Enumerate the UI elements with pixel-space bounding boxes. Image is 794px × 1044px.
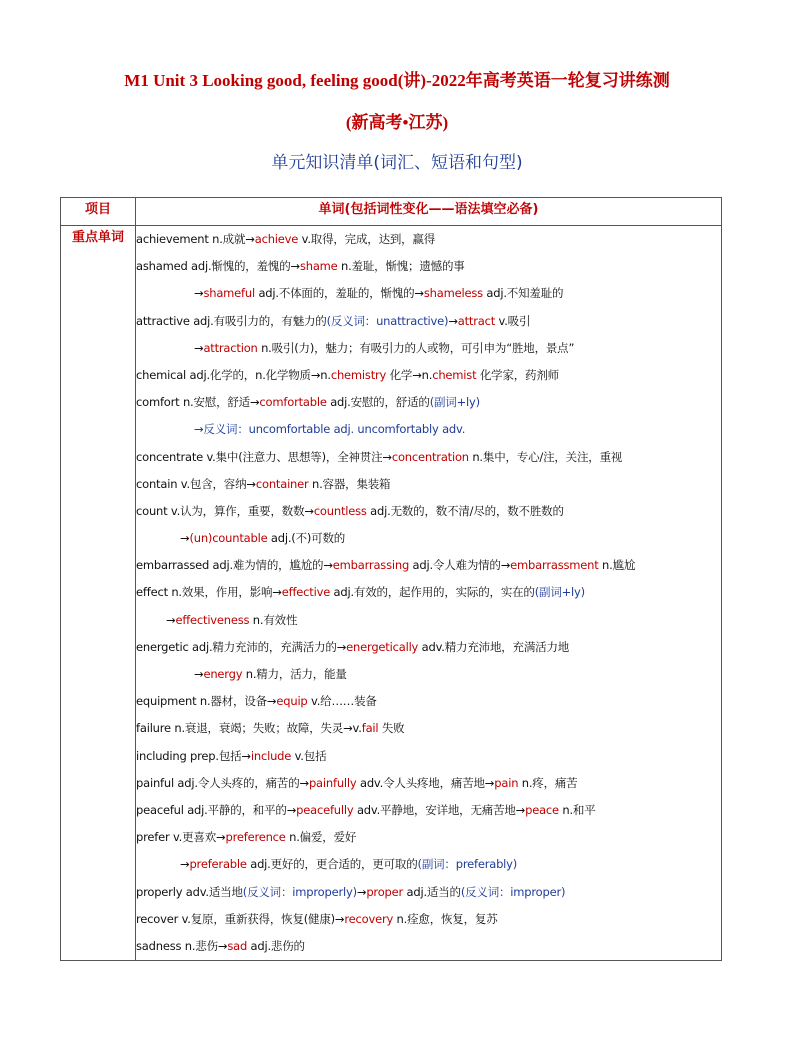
derived-word: pain	[494, 775, 519, 790]
entry-text: adj.(不)可数的	[267, 531, 346, 546]
entry-text: adj.悲伤的	[247, 938, 305, 953]
entry-text: v.包括	[291, 748, 327, 763]
derived-word: concentration	[391, 449, 469, 464]
vocab-entry	[136, 879, 721, 906]
note-text: (副词+ly)	[534, 585, 585, 600]
derived-word: (un)countable	[189, 531, 268, 546]
note-text: (反义词：improperly)	[242, 884, 357, 899]
entry-text: n.和平	[558, 802, 596, 817]
entry-text: adv.平静地，安详地，无痛苦地→	[353, 802, 526, 817]
vocab-entry	[136, 389, 721, 416]
entry-text: count v.认为，算作，重要，数数→	[136, 503, 314, 518]
entry-text: including prep.包括→	[136, 748, 251, 763]
entry-text: →	[180, 857, 190, 872]
vocab-entry	[136, 525, 721, 552]
entry-text: contain v.包含，容纳→	[136, 476, 256, 491]
entry-text: recover v.复原，重新获得，恢复(健康)→	[136, 911, 345, 926]
entry-text: v.给……装备	[307, 694, 377, 709]
vocab-entry	[136, 607, 721, 634]
derived-word: effective	[281, 585, 331, 600]
entry-text: painful adj.令人头疼的，痛苦的→	[136, 775, 309, 790]
derived-word: chemist	[432, 367, 477, 382]
entry-text: →	[180, 531, 190, 546]
derived-word: include	[250, 748, 292, 763]
vocab-entry	[136, 552, 721, 579]
note-text: (副词+ly)	[429, 395, 480, 410]
table-row	[61, 226, 722, 961]
entry-text: properly adv.适当地	[136, 884, 243, 899]
entry-text: n.疼，痛苦	[518, 775, 578, 790]
entry-text: attractive adj.有吸引力的，有魅力的	[136, 313, 327, 328]
entry-text: 化学家，药剂师	[476, 367, 559, 382]
section-subtitle: 单元知识清单(词汇、短语和句型)	[271, 153, 523, 173]
derived-word: recovery	[344, 911, 394, 926]
entry-text: n.尴尬	[598, 558, 636, 573]
vocab-entry	[136, 688, 721, 715]
table-header-row	[61, 198, 722, 226]
entry-text: concentrate v.集中(注意力、思想等)，全神贯注→	[136, 449, 392, 464]
entry-text: peaceful adj.平静的，和平的→	[136, 802, 297, 817]
derived-word: shameful	[203, 286, 255, 301]
entry-text: n.容器，集装箱	[308, 476, 391, 491]
entry-text: adj.适当的	[403, 884, 461, 899]
derived-word: container	[255, 476, 309, 491]
derived-word: embarrassing	[332, 558, 410, 573]
entry-text: adj.不知羞耻的	[482, 286, 564, 301]
vocab-entry	[136, 851, 721, 878]
entry-text: adj.更好的，更合适的，更可取的	[246, 857, 418, 872]
entry-text: n.精力，活力，能量	[242, 667, 347, 681]
vocab-entry	[136, 444, 721, 471]
derived-word: comfortable	[259, 395, 327, 410]
entry-text: n.偏爱，爱好	[285, 830, 357, 845]
vocab-entry	[136, 498, 721, 525]
entry-text: failure n.衰退，衰竭；失败；故障，失灵→v.	[136, 721, 362, 736]
derived-word: embarrassment	[510, 558, 599, 573]
entry-text: n.集中，专心/注，关注，重视	[468, 449, 623, 464]
entry-text: prefer v.更喜欢→	[136, 830, 226, 845]
entry-text: embarrassed adj.难为情的，尴尬的→	[136, 558, 333, 573]
entry-text: →	[194, 286, 204, 301]
note-text: (反义词：unattractive)	[326, 313, 449, 328]
derived-word: attract	[457, 313, 496, 328]
derived-word: shame	[299, 259, 338, 274]
entry-text: chemical adj.化学的，n.化学物质→n.	[136, 367, 331, 382]
derived-word: achieve	[254, 232, 299, 246]
entry-text: adv.精力充沛地，充满活力地	[418, 639, 570, 654]
vocab-entry	[136, 362, 721, 389]
derived-word: fail	[361, 721, 379, 736]
derived-word: chemistry	[330, 367, 387, 382]
category-cell: 重点单词	[61, 226, 136, 961]
entry-text: →	[194, 340, 204, 355]
derived-word: preference	[225, 830, 286, 845]
note-text: (副词：preferably)	[417, 857, 518, 872]
entry-text: equipment n.器材，设备→	[136, 694, 277, 709]
vocab-entry	[136, 416, 721, 443]
entry-text: sadness n.悲伤→	[136, 938, 228, 953]
vocab-entry	[136, 770, 721, 797]
vocab-entry	[136, 824, 721, 851]
vocab-entry	[136, 634, 721, 661]
document-title-region: (新高考•江苏)	[345, 113, 449, 132]
vocab-entry	[136, 933, 721, 960]
derived-word: painfully	[308, 775, 357, 790]
vocab-entry	[136, 579, 721, 606]
derived-word: equip	[276, 694, 308, 709]
words-cell	[136, 226, 722, 961]
derived-word: proper	[366, 884, 404, 899]
entry-text: n.痊愈，恢复，复苏	[393, 911, 498, 926]
derived-word: sad	[227, 938, 248, 953]
entry-text: →	[448, 313, 458, 328]
vocab-entry	[136, 743, 721, 770]
entry-text: 失败	[378, 721, 405, 736]
derived-word: countless	[313, 503, 367, 518]
vocabulary-table	[60, 197, 722, 961]
vocab-entry	[136, 797, 721, 824]
entry-text: energetic adj.精力充沛的，充满活力的→	[136, 639, 347, 654]
entry-text: n.有效性	[249, 612, 298, 627]
entry-text: ashamed adj.惭愧的，羞愧的→	[136, 259, 300, 274]
derived-word: peace	[525, 802, 559, 817]
entry-text: v.取得，完成，达到，赢得	[298, 232, 436, 246]
entry-text: adj.有效的，起作用的，实际的，实在的	[330, 585, 535, 600]
derived-word: energy	[203, 667, 243, 681]
entry-text: adj.无数的，数不清/尽的，数不胜数的	[366, 503, 564, 518]
entry-text: adj.安慰的，舒适的	[326, 395, 430, 410]
vocab-entry	[136, 280, 721, 307]
vocab-entry	[136, 471, 721, 498]
vocab-entry	[136, 335, 721, 362]
derived-word: energetically	[346, 639, 419, 654]
derived-word: peacefully	[296, 802, 354, 817]
entry-text: n.羞耻，惭愧；遗憾的事	[337, 259, 465, 274]
entry-text: adv.令人头疼地，痛苦地→	[356, 775, 495, 790]
document-title: M1 Unit 3 Looking good, feeling good(讲)-2022年高考英语一轮复习讲练测	[124, 71, 670, 90]
entry-text: adj.不体面的，羞耻的，惭愧的→	[254, 286, 424, 301]
vocab-entry	[136, 253, 721, 280]
entry-text: →	[166, 612, 176, 627]
derived-word: effectiveness	[175, 612, 250, 627]
vocab-entry	[136, 661, 721, 688]
derived-word: preferable	[189, 857, 247, 872]
header-words: 单词(包括词性变化——语法填空必备)	[136, 198, 722, 226]
entry-text: v.吸引	[495, 313, 531, 328]
vocab-entry	[136, 308, 721, 335]
entry-text: →	[194, 667, 204, 681]
vocab-entry	[136, 906, 721, 933]
note-text: →反义词：uncomfortable adj. uncomfortably adv.	[194, 422, 466, 437]
entry-text: comfort n.安慰，舒适→	[136, 395, 260, 410]
entry-text: effect n.效果，作用，影响→	[136, 585, 282, 600]
entry-text: achievement n.成就→	[136, 232, 255, 246]
derived-word: shameless	[423, 286, 483, 301]
entry-text: adj.令人难为情的→	[409, 558, 511, 573]
vocab-entry	[136, 715, 721, 742]
header-item: 项目	[61, 198, 136, 226]
entry-text: 化学→n.	[386, 367, 433, 382]
vocab-entry	[136, 226, 721, 253]
note-text: (反义词：improper)	[460, 884, 566, 899]
derived-word: attraction	[203, 340, 258, 355]
entry-text: n.吸引(力)，魅力；有吸引力的人或物，可引申为“胜地，景点”	[257, 340, 575, 355]
entry-text: →	[356, 884, 367, 899]
